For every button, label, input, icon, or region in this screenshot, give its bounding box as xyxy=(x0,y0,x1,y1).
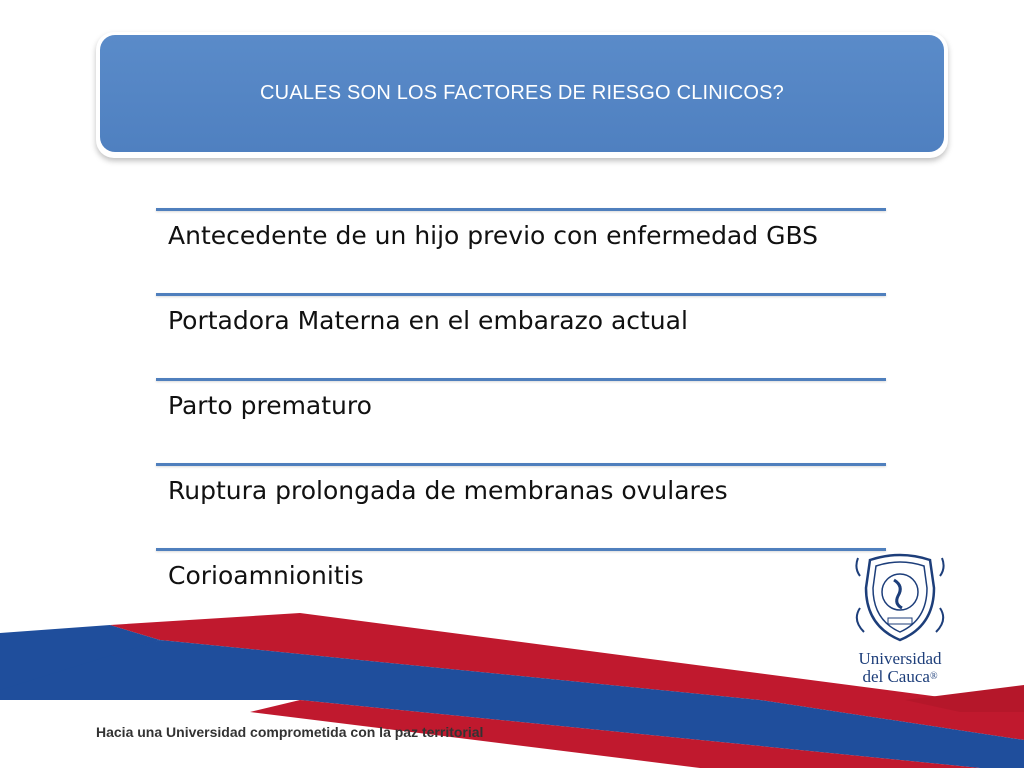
list-item-text: Portadora Materna en el embarazo actual xyxy=(168,306,688,335)
registered-mark: ® xyxy=(929,671,938,682)
list-item-text: Corioamnionitis xyxy=(168,561,364,590)
university-seal-icon xyxy=(850,548,950,648)
university-name-line2: del Cauca xyxy=(862,667,930,686)
university-name-line2-wrap xyxy=(850,668,950,686)
slide-title: CUALES SON LOS FACTORES DE RIESGO CLINICOS? xyxy=(260,82,784,104)
list-item-text: Ruptura prolongada de membranas ovulares xyxy=(168,476,728,505)
university-name-line1: Universidad xyxy=(858,649,942,668)
list-item-text: Parto prematuro xyxy=(168,391,372,420)
list-item-text: Antecedente de un hijo previo con enfermedad GBS xyxy=(168,221,819,250)
footer-slogan: Hacia una Universidad comprometida con la paz territorial xyxy=(96,724,484,740)
university-name xyxy=(850,650,950,686)
